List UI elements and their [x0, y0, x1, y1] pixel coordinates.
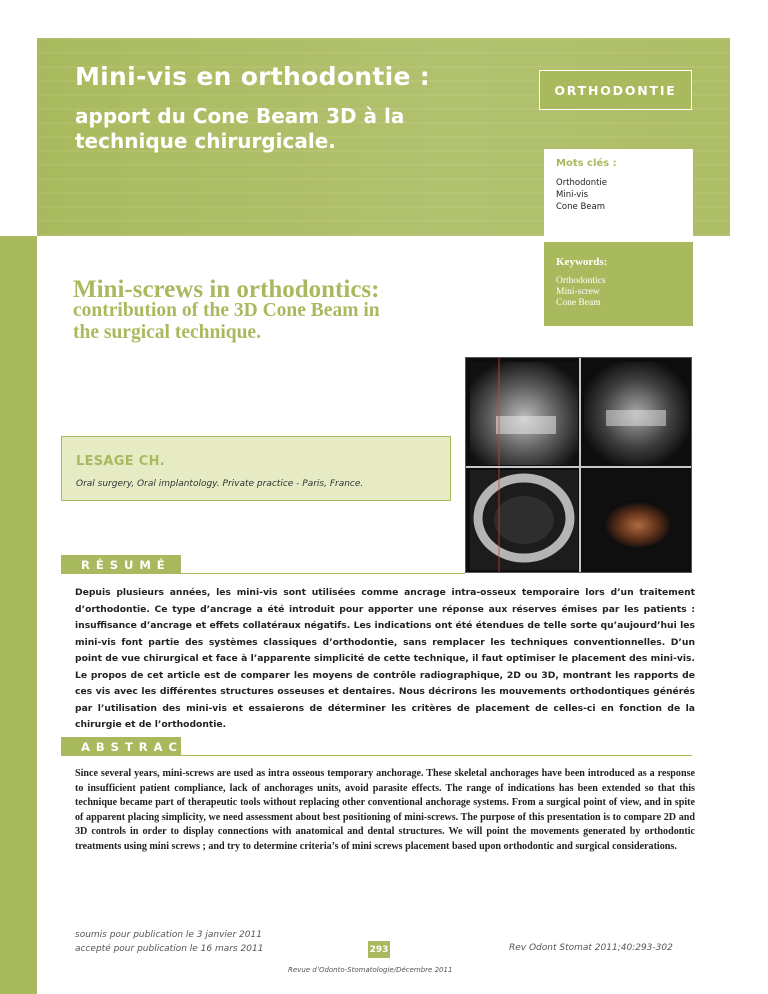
- keywords-en-box: [544, 242, 693, 326]
- cbct-scan-image: [466, 358, 692, 573]
- section-label: ORTHODONTIE: [554, 82, 677, 98]
- keywords-en-list: [556, 276, 693, 309]
- page-number: 293: [368, 941, 390, 958]
- journal-name: Revue d’Odonto-Stomatologie/Décembre 2011: [288, 966, 453, 974]
- keyword-item: Cone Beam: [556, 202, 606, 212]
- keywords-fr-title: Mots clés :: [556, 158, 617, 169]
- keyword-item: Orthodontics: [556, 276, 606, 286]
- abstract-divider: [181, 755, 692, 756]
- journal-citation: Rev Odont Stomat 2011;40:293-302: [509, 943, 673, 953]
- resume-label: RÉSUMÉ: [81, 557, 171, 572]
- keywords-fr-box: [544, 149, 693, 236]
- keyword-item: Mini-vis: [556, 190, 589, 200]
- author-name: LESAGE CH.: [76, 454, 166, 469]
- french-subtitle: apport du Cone Beam 3D à la technique chirurgicale.: [75, 104, 405, 153]
- resume-label-tab: [61, 555, 181, 574]
- keyword-item: Orthodontie: [556, 178, 608, 188]
- section-label-box: [539, 70, 692, 110]
- abstract-label-tab: [61, 737, 197, 756]
- keyword-item: Mini-screw: [556, 287, 600, 297]
- french-title: Mini-vis en orthodontie :: [75, 62, 431, 91]
- english-title: Mini-screws in orthodontics:: [73, 276, 380, 303]
- keyword-item: Cone Beam: [556, 298, 601, 308]
- author-affiliation: Oral surgery, Oral implantology. Private practice - Paris, France.: [76, 479, 364, 489]
- resume-divider: [181, 573, 465, 574]
- submission-dates: [75, 928, 263, 956]
- submitted-date: soumis pour publication le 3 janvier 2011: [75, 930, 262, 940]
- left-accent-bar: [0, 236, 37, 994]
- keywords-fr-list: [556, 177, 693, 213]
- abstract-label: ABSTRACT: [81, 739, 197, 754]
- keywords-en-title: Keywords:: [556, 256, 608, 268]
- cbct-figure: [465, 357, 692, 573]
- abstract-text: Since several years, mini-screws are used as intra osseous temporary anchorage. These skeletal anchorages have been introduced as a response to insufficient patient compliance, lack of anchorages units, avoid parasite effects. The range of indications has been extended so that this technique became part of therapeutic tools without replacing other conventional anchorage systems. From a surgical point of view, and in spite of apparent placing simplicity, we need assessment about best positioning of mini-screws. The purpose of this presentation is to compare 2D and 3D controls in order to display connections with anatomical and dental structures. We will point the movements generated by orthodontic treatments using mini screws ; and try to determine criteria’s of mini screws placement based upon orthodontic and surgical considerations.: [75, 768, 695, 852]
- author-box: [61, 436, 451, 501]
- accepted-date: accepté pour publication le 16 mars 2011: [75, 944, 264, 954]
- resume-text: Depuis plusieurs années, les mini-vis sont utilisées comme ancrage intra-osseux temporaire lors d’un traitement d’orthodontie. Ce type d’ancrage a été introduit pour apporter une réponse aux réserves émises par les patients : insuffisance d’ancrage et effets collatéraux négatifs. Les indications ont été étendues de telle sorte qu’aujourd’hui les mini-vis font partie des systèmes classiques d’orthodontie, sans remplacer les techniques conventionnelles. D’un point de vue chirurgical et face à l’apparente simplicité de cette technique, il faut optimiser le placement des mini-vis. Le propos de cet article est de comparer les moyens de contrôle radiographique, 2D ou 3D, montrant les rapports de ces vis avec les différentes structures osseuses et dentaires. Nous décrirons les mouvements orthodontiques générés par l’utilisation des mini-vis et essaierons de déterminer les critères de placement de celles-ci en fonction de la chirurgie et de l’orthodontie.: [75, 587, 695, 730]
- english-subtitle: contribution of the 3D Cone Beam in the surgical technique.: [73, 300, 380, 343]
